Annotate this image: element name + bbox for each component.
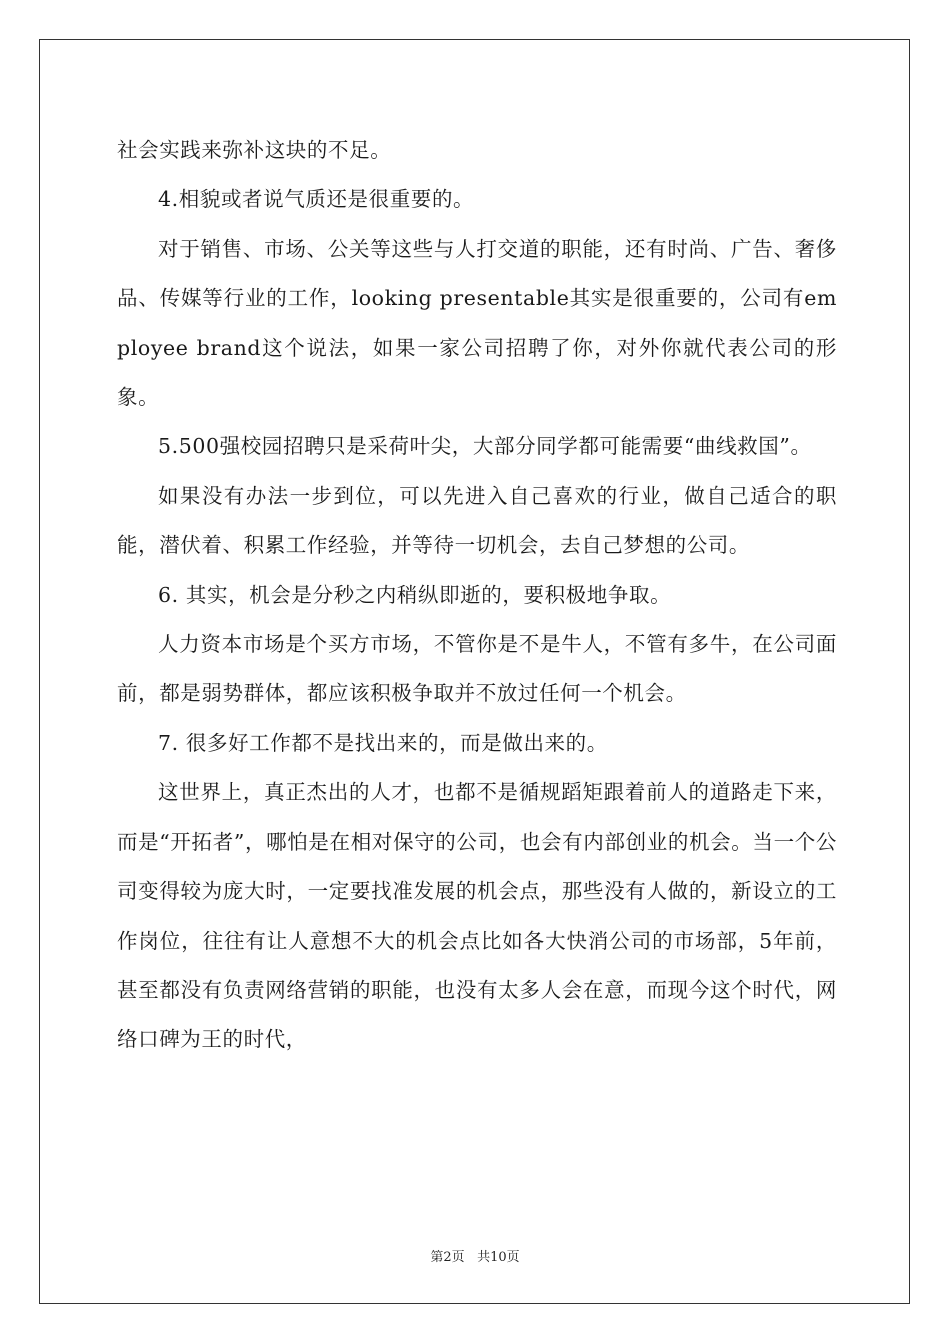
- paragraph-3: 对于销售、市场、公关等这些与人打交道的职能，还有时尚、广告、奢侈品、传媒等行业的工作，looking presentable其实是很重要的，公司有employee brand这个说法，如果一家公司招聘了你，对外你就代表公司的形象。: [117, 236, 837, 410]
- paragraph-6: 6. 其实，机会是分秒之内稍纵即逝的，要积极地争取。: [158, 582, 672, 607]
- paragraph-2: 4.相貌或者说气质还是很重要的。: [158, 187, 475, 212]
- paragraph-1: 社会实践来弥补这块的不足。: [117, 138, 392, 162]
- paragraph-9: 这世界上，真正杰出的人才，也都不是循规蹈矩跟着前人的道路走下来，而是“开拓者”，哪怕是在相对保守的公司，也会有内部创业的机会。当一个公司变得较为庞大时，一定要找准发展的机会点，那些没有人做的，新设立的工作岗位，往往有让人意想不大的机会点比如各大快消公司的市场部，5年前，甚至都没有负责网络营销的职能，也没有太多人会在意，而现今这个时代，网络口碑为王的时代，: [117, 780, 837, 1052]
- document-body: [117, 126, 837, 1065]
- paragraph-8: 7. 很多好工作都不是找出来的，而是做出来的。: [158, 730, 608, 755]
- page-footer: [0, 1246, 950, 1265]
- paragraph-5: 如果没有办法一步到位，可以先进入自己喜欢的行业，做自己适合的职能，潜伏着、积累工作经验，并等待一切机会，去自己梦想的公司。: [117, 483, 837, 558]
- page-total: 共10页: [477, 1250, 520, 1265]
- page-number: 第2页: [430, 1250, 465, 1265]
- paragraph-7: 人力资本市场是个买方市场，不管你是不是牛人，不管有多牛，在公司面前，都是弱势群体，都应该积极争取并不放过任何一个机会。: [117, 632, 837, 706]
- paragraph-4: 5.500强校园招聘只是采荷叶尖，大部分同学都可能需要“曲线救国”。: [158, 434, 812, 459]
